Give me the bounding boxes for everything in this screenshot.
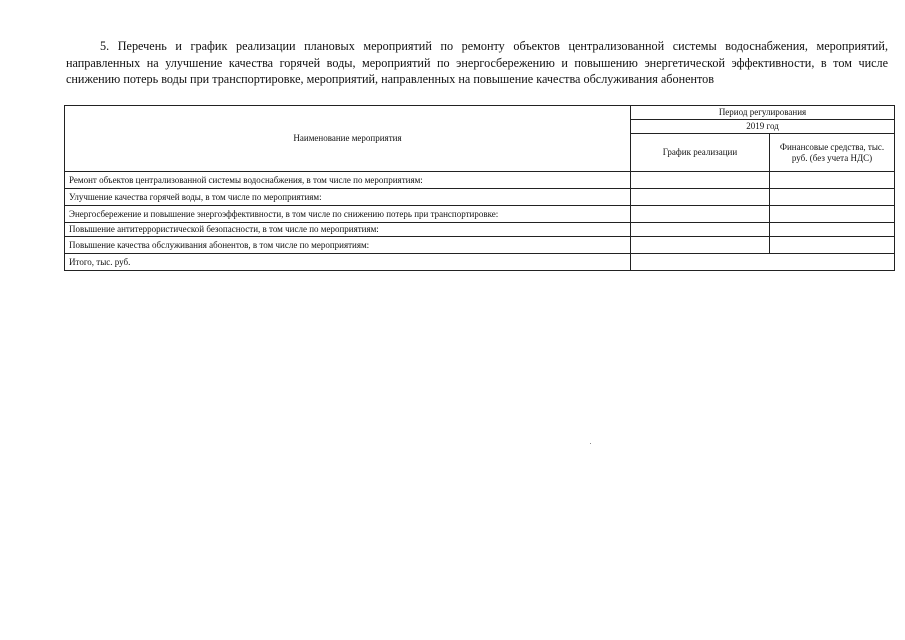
row-label: Улучшение качества горячей воды, в том числе по мероприятиям: [65, 189, 631, 206]
table-row [65, 237, 895, 254]
finance-cell [770, 172, 895, 189]
section-heading: 5. Перечень и график реализации плановых мероприятий по ремонту объектов централизованной системы водоснабжения, мероприятий, направленных на улучшение качества горячей воды, мероприятий по энергосбережению и повышению энергетической эффективности, в том числе снижению потерь воды при транспортировке, мероприятий, направленных на повышение качества обслуживания абонентов [66, 39, 888, 86]
total-label: Итого, тыс. руб. [65, 254, 631, 271]
header-regulation-period: Период регулирования [631, 106, 895, 120]
table-row [65, 206, 895, 223]
table-row [65, 223, 895, 237]
header-year: 2019 год [631, 120, 895, 134]
schedule-cell [631, 237, 770, 254]
table-row [65, 172, 895, 189]
row-label: Энергосбережение и повышение энергоэффективности, в том числе по снижению потерь при транспортировке: [65, 206, 631, 223]
row-label: Ремонт объектов централизованной системы водоснабжения, в том числе по мероприятиям: [65, 172, 631, 189]
table-row [65, 189, 895, 206]
schedule-cell [631, 189, 770, 206]
header-activity-name: Наименование мероприятия [65, 106, 631, 172]
header-finance: Финансовые средства, тыс. руб. (без учета НДС) [770, 134, 895, 172]
activities-table [64, 105, 895, 271]
row-label: Повышение качества обслуживания абонентов, в том числе по мероприятиям: [65, 237, 631, 254]
finance-cell [770, 223, 895, 237]
schedule-cell [631, 206, 770, 223]
finance-cell [770, 189, 895, 206]
row-label: Повышение антитеррористической безопасности, в том числе по мероприятиям: [65, 223, 631, 237]
header-schedule: График реализации [631, 134, 770, 172]
table-row-total [65, 254, 895, 271]
total-value-cell [631, 254, 895, 271]
schedule-cell [631, 223, 770, 237]
scan-speck [590, 443, 591, 444]
schedule-cell [631, 172, 770, 189]
finance-cell [770, 206, 895, 223]
finance-cell [770, 237, 895, 254]
